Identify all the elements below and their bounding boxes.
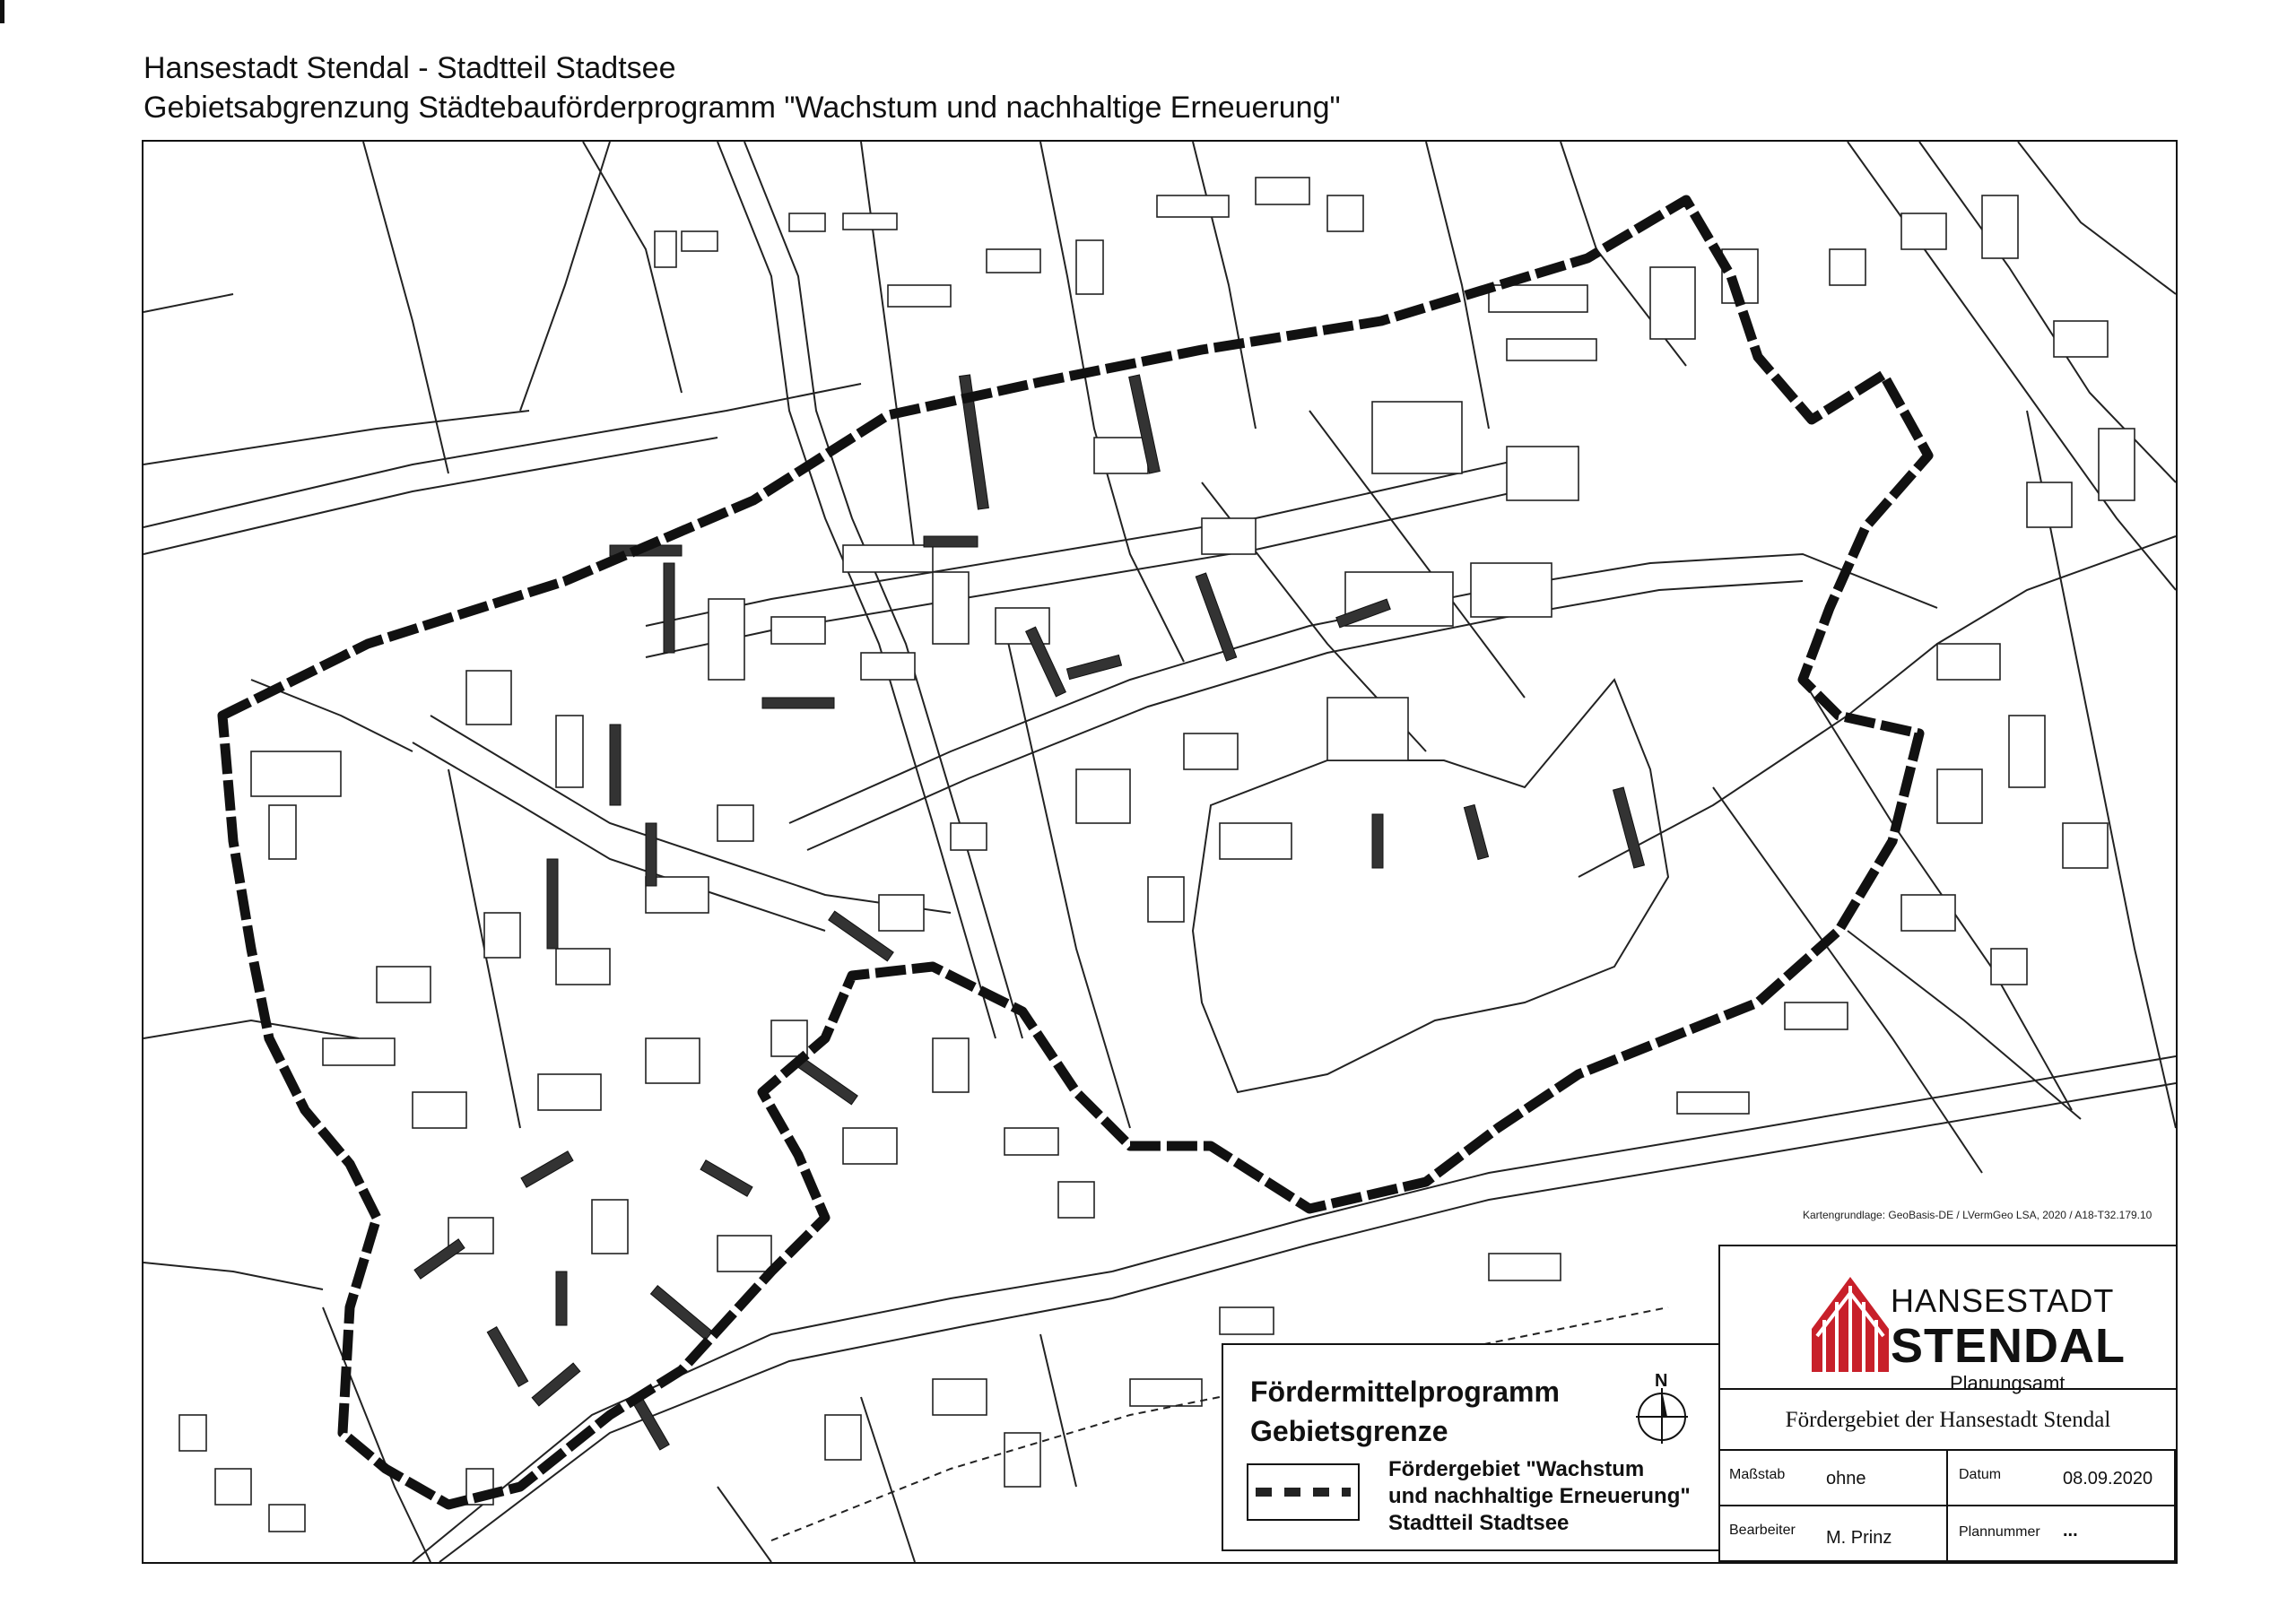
scale-value: ohne [1826, 1469, 1866, 1488]
north-arrow-icon [1629, 1370, 1695, 1445]
legend-desc-line: Fördergebiet "Wachstum [1388, 1457, 1645, 1481]
scale-cell [1720, 1451, 1948, 1506]
plan-number-value: ... [2063, 1521, 2078, 1541]
map-subtitle: Gebietsabgrenzung Städtebauförderprogramm "Wachstum und nachhaltige Erneuerung" [144, 91, 1341, 125]
program-area-boundary [222, 200, 1928, 1505]
scale-label: Maßstab [1729, 1467, 1786, 1482]
plan-name-panel [1718, 1388, 2176, 1451]
date-value: 08.09.2020 [2063, 1469, 2153, 1488]
plan-info-grid [1718, 1449, 2176, 1562]
title-block [1718, 1194, 2174, 1560]
dashed-line-icon [1248, 1465, 1358, 1519]
logo-text-hansestadt: HANSESTADT [1891, 1282, 2115, 1319]
legend-title: Fördermittelprogramm [1250, 1376, 1560, 1408]
plan-number-label: Plannummer [1959, 1524, 2040, 1540]
legend-subtitle: Gebietsgrenze [1250, 1415, 1448, 1447]
map-basis-note: Kartengrundlage: GeoBasis-DE / LVermGeo LSA, 2020 / A18-T32.179.10 [1803, 1209, 2152, 1221]
legend-desc-line: Stadtteil Stadtsee [1388, 1511, 1570, 1535]
stendal-logo-icon [1810, 1275, 1891, 1374]
plan-name: Fördergebiet der Hansestadt Stendal [1785, 1408, 2111, 1432]
north-arrow [1629, 1370, 1695, 1445]
date-label: Datum [1959, 1467, 2002, 1482]
logo-text-department: Planungsamt [1950, 1372, 2066, 1394]
editor-cell [1720, 1506, 1948, 1562]
legend-boundary-sample [1247, 1463, 1360, 1521]
editor-label: Bearbeiter [1729, 1523, 1796, 1538]
logo-text-stendal: STENDAL [1891, 1319, 2126, 1373]
legend-desc-line: und nachhaltige Erneuerung" [1388, 1484, 1691, 1508]
editor-value: M. Prinz [1826, 1528, 1892, 1548]
legend-description [1388, 1456, 1691, 1537]
legend-box [1222, 1343, 1722, 1551]
plan-number-cell [1948, 1506, 2176, 1562]
highlighted-buildings [414, 375, 1644, 1450]
crop-mark [0, 0, 4, 23]
map-title: Hansestadt Stendal - Stadtteil Stadtsee [144, 51, 676, 85]
north-label: N [1655, 1371, 1668, 1391]
date-cell [1948, 1451, 2176, 1506]
logo-panel [1718, 1245, 2176, 1394]
stadtsee-lake [1193, 680, 1668, 1092]
